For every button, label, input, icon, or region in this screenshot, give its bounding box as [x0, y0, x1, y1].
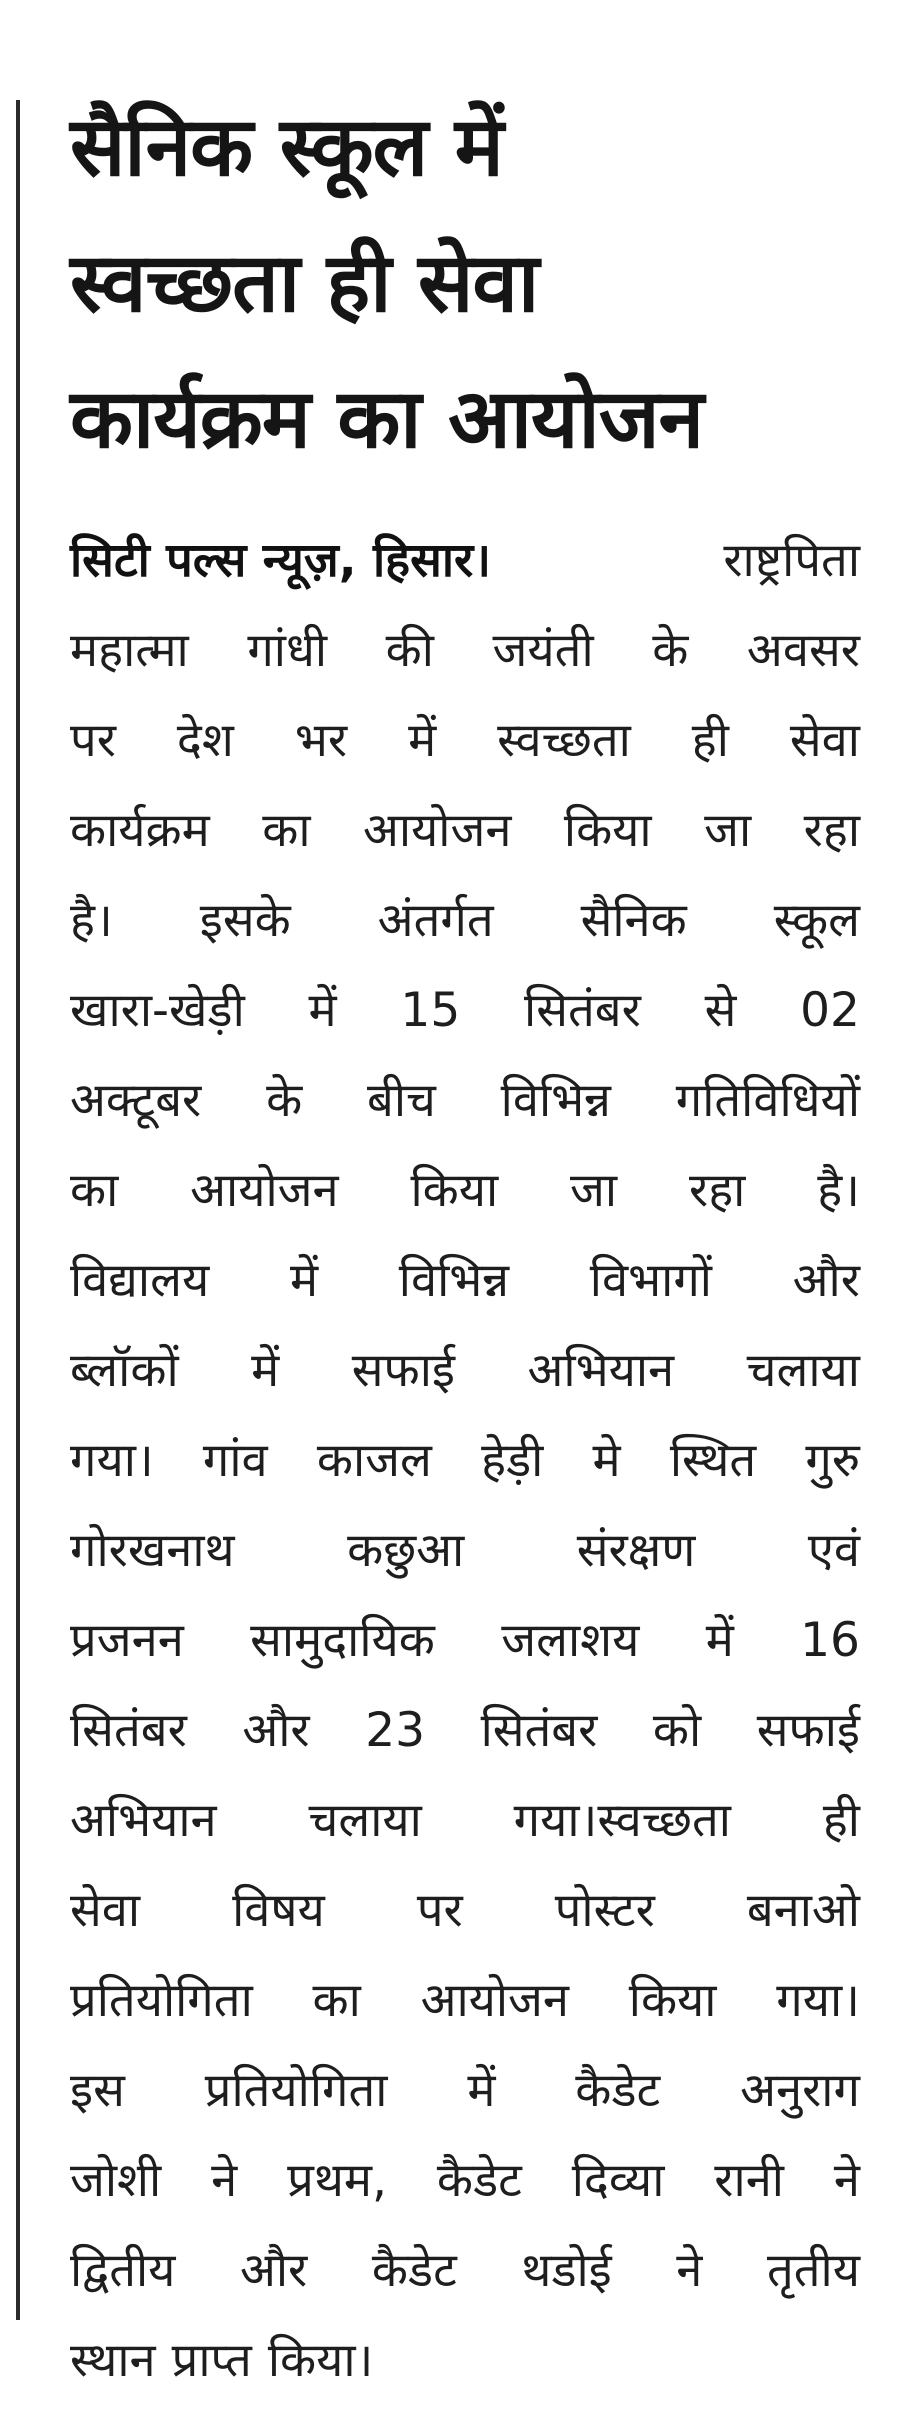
article-line: [70, 1686, 860, 1776]
article-line: [70, 1596, 860, 1686]
article-word: 02: [800, 983, 860, 1038]
article-word: गांव: [202, 1433, 268, 1488]
article-line: [70, 1956, 860, 2046]
article-word: किया।: [267, 2333, 374, 2388]
article-word: से: [704, 983, 737, 1038]
article-word: बीच: [366, 1073, 436, 1128]
article-word: बनाओ: [746, 1883, 860, 1938]
article-line: [70, 1776, 860, 1866]
headline-line: सैनिक स्कूल में: [70, 100, 503, 195]
article-word: संरक्षण: [576, 1523, 696, 1578]
article-word: स्थान: [70, 2333, 156, 2388]
article-word: गया।: [70, 1433, 154, 1488]
article-word: के: [266, 1073, 303, 1128]
article-word: 15: [400, 983, 461, 1038]
article-word: दिव्या: [571, 2153, 665, 2208]
article-word: सितंबर: [70, 1703, 187, 1758]
article-word: अक्टूबर: [70, 1073, 202, 1128]
column-rule: [16, 100, 20, 2320]
article-word: महात्मा: [70, 623, 189, 678]
article-word: सितंबर: [524, 983, 641, 1038]
article-word: तृतीय: [766, 2243, 860, 2298]
article-line: [70, 1236, 860, 1326]
article-word: अभियान: [70, 1793, 217, 1848]
article-word: 23: [365, 1703, 426, 1758]
article-word: प्रतियोगिता: [70, 1973, 253, 2028]
article-word: मे: [592, 1433, 621, 1488]
article-word: प्रजनन: [70, 1613, 184, 1668]
article-word: राष्ट्रपिता: [723, 533, 860, 588]
article-word: में: [308, 983, 337, 1038]
article-word: ने: [676, 2243, 703, 2298]
article-word: को: [652, 1703, 702, 1758]
article-word: में: [251, 1343, 280, 1398]
article-word: जोशी: [70, 2153, 162, 2208]
article-word: ही: [691, 713, 729, 768]
article-word: किया: [410, 1163, 499, 1218]
article-word: कैडेट: [436, 2153, 522, 2208]
article-line: [70, 2136, 860, 2226]
article-word: पर: [70, 713, 116, 768]
article-word: है।: [817, 1163, 860, 1218]
article-word: अंतर्गत: [377, 893, 494, 948]
article-word: का: [70, 1163, 119, 1218]
article-line: [70, 2046, 860, 2136]
article-word: ब्लॉकों: [70, 1343, 179, 1398]
article-line: [70, 966, 860, 1056]
article-word: गया।: [776, 1973, 860, 2028]
article-word: भर: [294, 713, 348, 768]
article-line: [70, 786, 860, 876]
article-word: 16: [800, 1613, 860, 1668]
article-word: सामुदायिक: [250, 1613, 435, 1668]
article-word: कार्यक्रम: [70, 803, 210, 858]
article-word: जलाशय: [501, 1613, 640, 1668]
article-word: जयंती: [492, 623, 594, 678]
article-word: गया।स्वच्छता: [513, 1793, 731, 1848]
headline-line: स्वच्छता ही सेवा: [70, 236, 539, 331]
article-word: प्राप्त: [171, 2333, 252, 2388]
article-word: सेवा: [70, 1883, 141, 1938]
article-word: है।: [70, 893, 113, 948]
article-word: का: [262, 803, 311, 858]
article-word: विभिन्न: [398, 1253, 510, 1308]
article-word: और: [242, 1703, 310, 1758]
article-word: इसके: [199, 893, 291, 948]
article-word: स्वच्छता: [497, 713, 631, 768]
article-word: आयोजन: [420, 1973, 569, 2028]
article-word: प्रथम,: [287, 2153, 387, 2208]
article-word: रहा: [803, 803, 860, 858]
article-word: चलाया: [308, 1793, 422, 1848]
headline: [70, 80, 860, 488]
article-word: द्वितीय: [70, 2243, 176, 2298]
article-word: का: [312, 1973, 361, 2028]
article-word: देश: [176, 713, 234, 768]
article-word: गोरखनाथ: [70, 1523, 235, 1578]
article-word: की: [385, 623, 434, 678]
article-word: और: [239, 2243, 308, 2298]
article-word: रहा: [688, 1163, 746, 1218]
article-word: जा: [704, 803, 752, 858]
article-word: अभियान: [527, 1343, 675, 1398]
article-word: अनुराग: [740, 2063, 860, 2118]
article-line: [70, 876, 860, 966]
article-word: विषय: [232, 1883, 325, 1938]
article-word: गांधी: [247, 623, 328, 678]
article-word: स्कूल: [773, 893, 860, 948]
article-body: [70, 516, 860, 2406]
article-word: सेवा: [789, 713, 860, 768]
article-word: खारा-खेड़ी: [70, 983, 245, 1038]
article-word: कछुआ: [347, 1523, 465, 1578]
article-word: ही: [822, 1793, 860, 1848]
article-word: ने: [833, 2153, 860, 2208]
article-word: पर: [416, 1883, 463, 1938]
article-word: सफाई: [756, 1703, 860, 1758]
article-word: ने: [211, 2153, 238, 2208]
article-word: काजल: [316, 1433, 432, 1488]
article-word: विद्यालय: [70, 1253, 210, 1308]
headline-line: कार्यक्रम का आयोजन: [70, 372, 704, 467]
article-word: कैडेट: [371, 2243, 457, 2298]
article-word: प्रतियोगिता: [204, 2063, 388, 2118]
article-word: गुरु: [805, 1433, 860, 1488]
article-line: [70, 2226, 860, 2316]
article-word: में: [467, 2063, 496, 2118]
article-word: सफाई: [351, 1343, 455, 1398]
article-line: [70, 1506, 860, 1596]
article-word: स्थित: [669, 1433, 757, 1488]
article-word: और: [792, 1253, 860, 1308]
article-word: हेड़ी: [481, 1433, 544, 1488]
article-line: [70, 696, 860, 786]
article-word: चलाया: [746, 1343, 860, 1398]
article-word: आयोजन: [362, 803, 512, 858]
article-word: विभागों: [589, 1253, 712, 1308]
article-word: किया: [628, 1973, 717, 2028]
article-line: [70, 1146, 860, 1236]
article-word: विभिन्न: [500, 1073, 611, 1128]
article-word: आयोजन: [190, 1163, 339, 1218]
article-word: जा: [570, 1163, 618, 1218]
article-line: [70, 1866, 860, 1956]
article-word: सितंबर: [480, 1703, 598, 1758]
article-line: [70, 1416, 860, 1506]
article-line: [70, 2316, 860, 2406]
article-word: गतिविधियों: [675, 1073, 860, 1128]
article-word: में: [289, 1253, 319, 1308]
article-line: [70, 1326, 860, 1416]
article-word: किया: [563, 803, 652, 858]
article-word: एवं: [807, 1523, 860, 1578]
article-line: [70, 1056, 860, 1146]
article-word: अवसर: [746, 623, 860, 678]
article-word: कैडेट: [575, 2063, 661, 2118]
article-word: के: [652, 623, 689, 678]
article-line: [70, 606, 860, 696]
article-word: थडोई: [521, 2243, 612, 2298]
article-word: में: [408, 713, 437, 768]
article-word: इस: [70, 2063, 125, 2118]
article-word: रानी: [714, 2153, 784, 2208]
news-article: [70, 80, 860, 2406]
article-word: पोस्टर: [554, 1883, 655, 1938]
dateline: सिटी पल्स न्यूज़, हिसार।: [70, 533, 492, 588]
article-word: में: [705, 1613, 734, 1668]
article-line: [70, 516, 860, 606]
article-word: सैनिक: [580, 893, 687, 948]
